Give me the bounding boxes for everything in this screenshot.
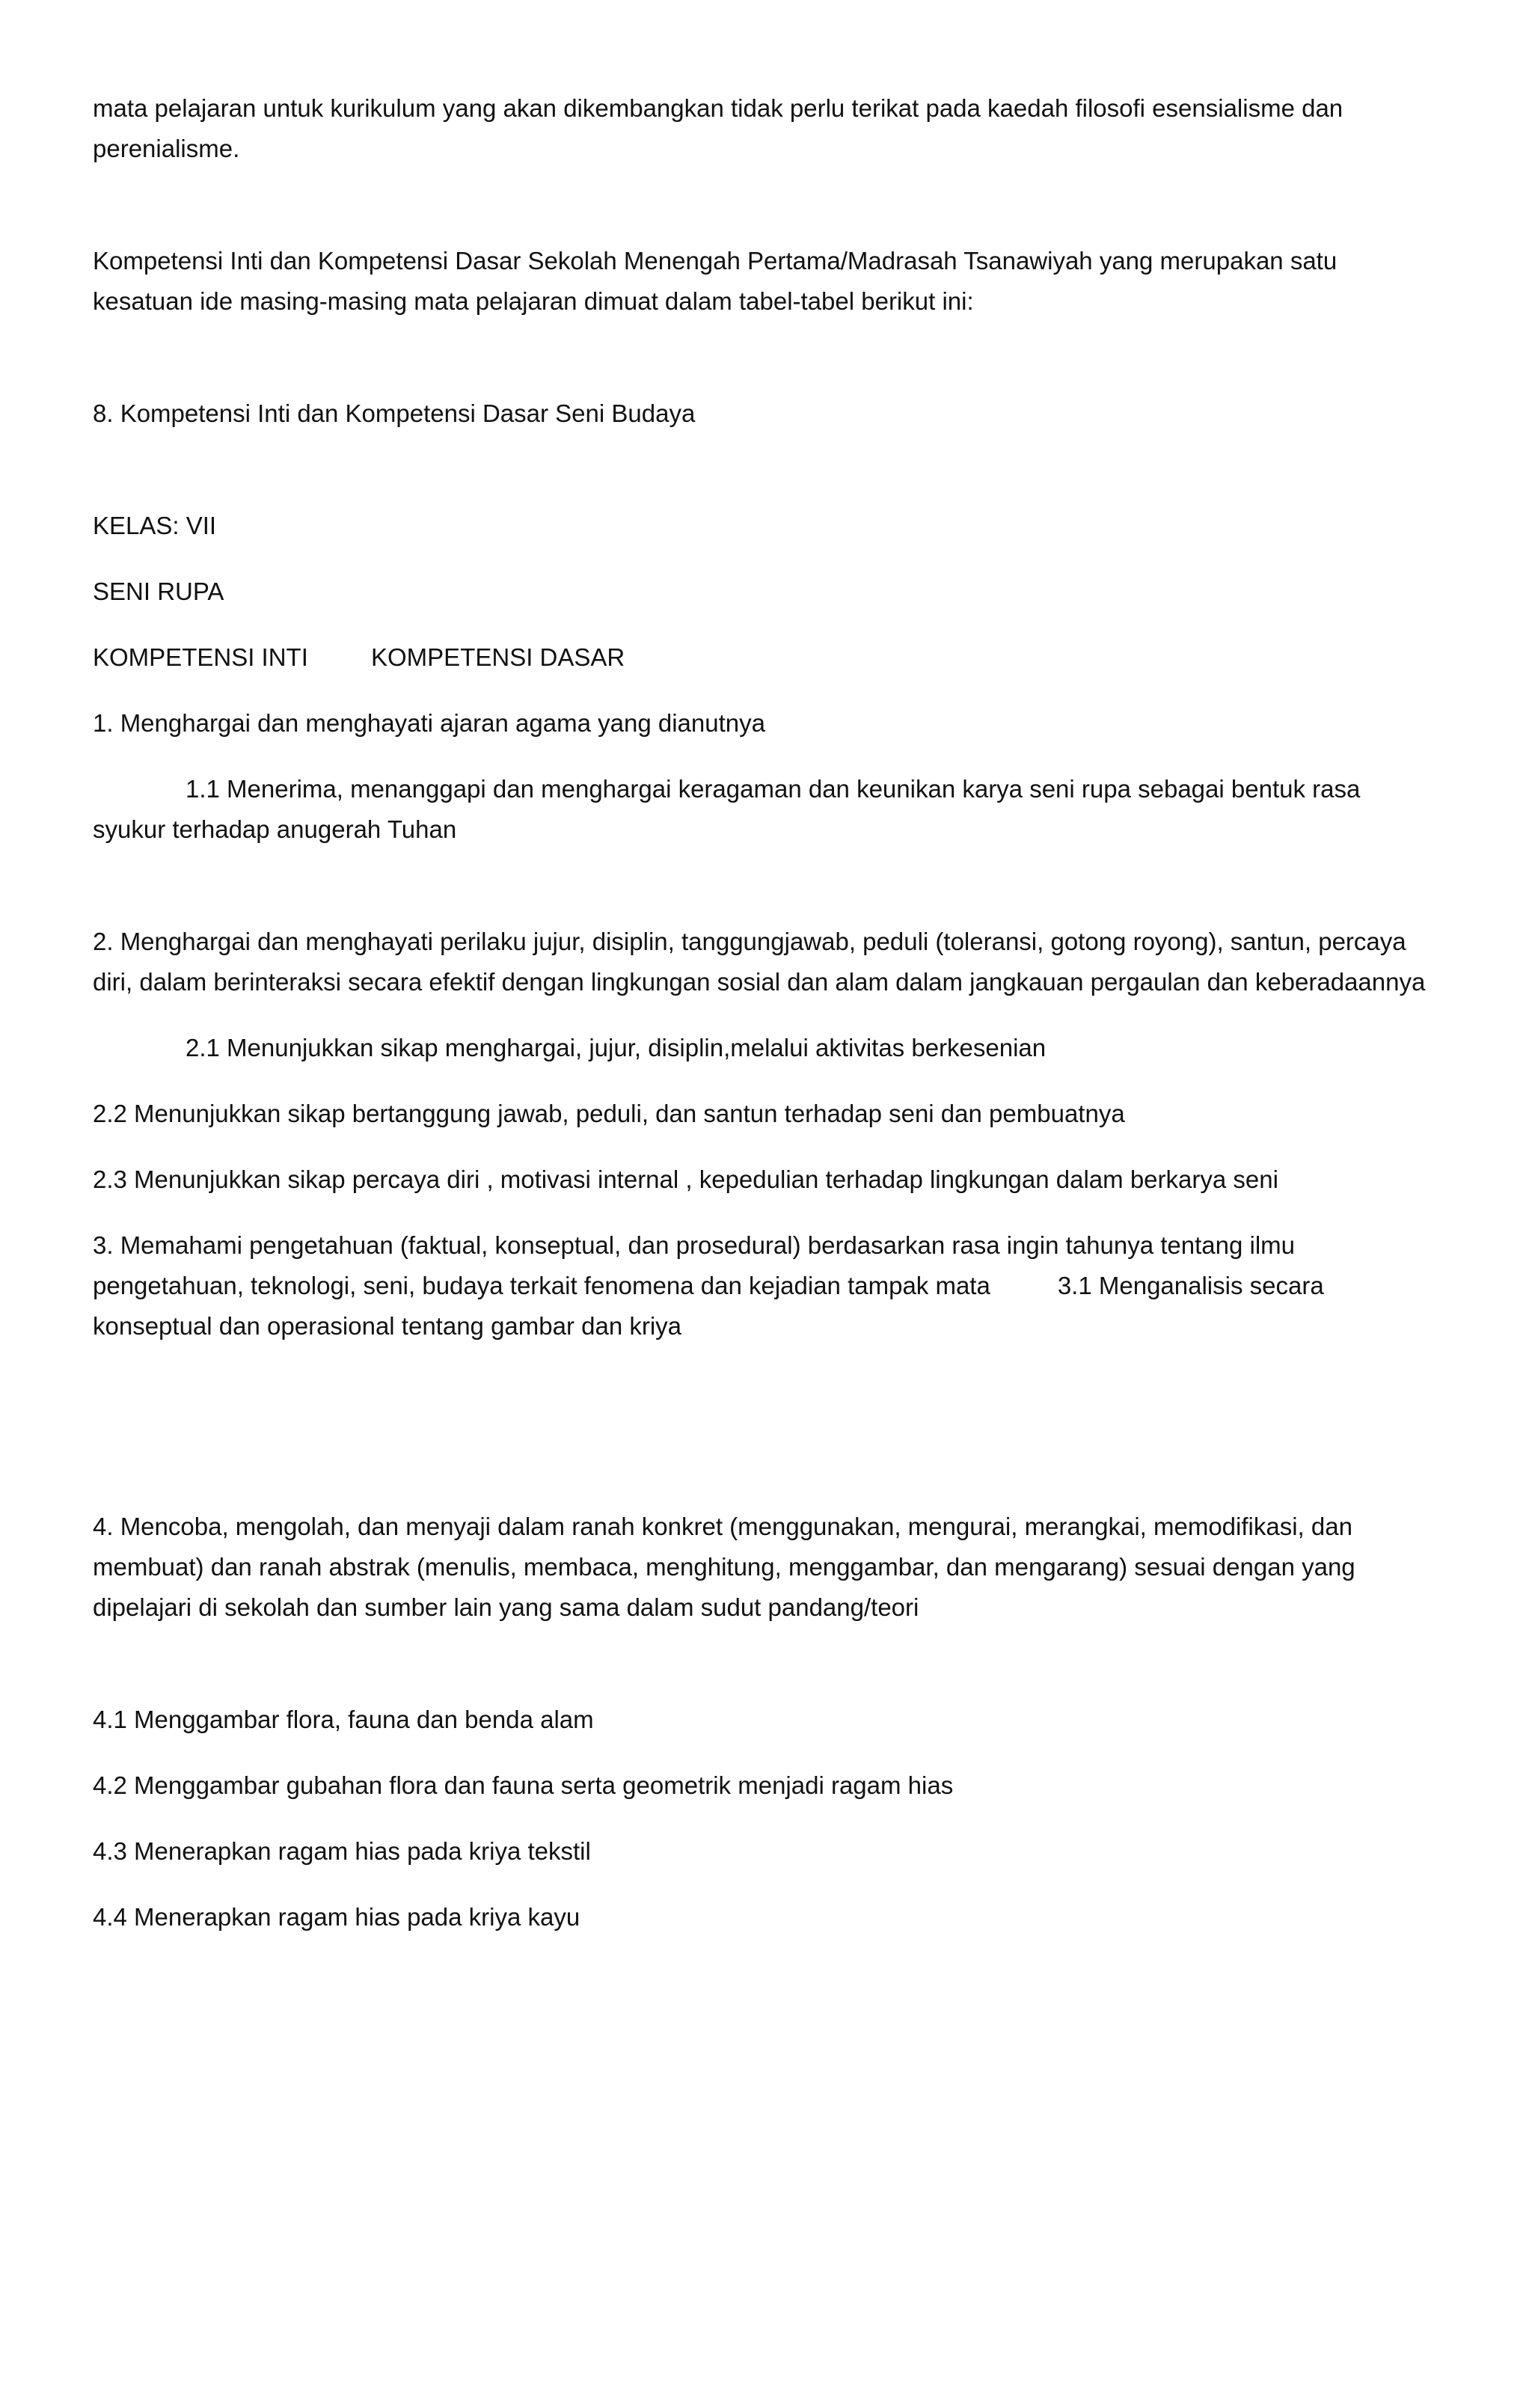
- subject-label: SENI RUPA: [93, 578, 224, 605]
- header-kompetensi-inti: KOMPETENSI INTI: [93, 643, 308, 671]
- kd-2-1: 2.1 Menunjukkan sikap menghargai, jujur, disiplin,melalui aktivitas berkesenian: [186, 1034, 1047, 1061]
- ki-3-row: [93, 1225, 1439, 1347]
- section-title: 8. Kompetensi Inti dan Kompetensi Dasar Seni Budaya: [93, 399, 696, 427]
- kd-4-4: 4.4 Menerapkan ragam hias pada kriya kayu: [93, 1903, 580, 1931]
- kd-4-2: 4.2 Menggambar gubahan flora dan fauna serta geometrik menjadi ragam hias: [93, 1771, 954, 1799]
- ki-4: 4. Mencoba, mengolah, dan menyaji dalam ranah konkret (menggunakan, mengurai, merangkai, memodifikasi, dan membuat) dan ranah abstrak (menulis, membaca, menghitung, menggambar, dan mengarang) sesuai dengan yang dipelajari di sekolah dan sumber lain yang sama dalam sudut pandang/teori: [93, 1513, 1355, 1621]
- kd-1-1: 1.1 Menerima, menanggapi dan menghargai keragaman dan keunikan karya seni rupa sebagai bentuk rasa syukur terhadap anugerah Tuhan: [93, 775, 1361, 843]
- intro-paragraph: mata pelajaran untuk kurikulum yang akan dikembangkan tidak perlu terikat pada kaedah filosofi esensialisme dan perenialisme.: [93, 94, 1343, 162]
- kd-3-1: 3.1 Menganalisis secara konseptual dan operasional tentang gambar dan kriya: [93, 1272, 1324, 1340]
- kd-4-3: 4.3 Menerapkan ragam hias pada kriya tekstil: [93, 1837, 591, 1865]
- kd-2-3: 2.3 Menunjukkan sikap percaya diri , motivasi internal , kepedulian terhadap lingkungan dalam berkarya seni: [93, 1165, 1278, 1193]
- kd-2-2: 2.2 Menunjukkan sikap bertanggung jawab, peduli, dan santun terhadap seni dan pembuatnya: [93, 1100, 1125, 1127]
- ki-2: 2. Menghargai dan menghayati perilaku jujur, disiplin, tanggungjawab, peduli (toleransi, gotong royong), santun, percaya diri, dalam berinteraksi secara efektif dengan lingkungan sosial dan alam dalam jangkauan pergaulan dan keberadaannya: [93, 928, 1426, 996]
- ki-3: 3. Memahami pengetahuan (faktual, konseptual, dan prosedural) berdasarkan rasa ingin tahunya tentang ilmu pengetahuan, teknologi, seni, budaya terkait fenomena dan kejadian tampak mata: [93, 1231, 1296, 1299]
- ki-1: 1. Menghargai dan menghayati ajaran agama yang dianutnya: [93, 709, 765, 737]
- kd-4-1: 4.1 Menggambar flora, fauna dan benda alam: [93, 1706, 594, 1733]
- class-label: KELAS: VII: [93, 512, 217, 539]
- table-header: [93, 637, 1439, 678]
- document-page: [93, 88, 1439, 1963]
- intro-paragraph-2: Kompetensi Inti dan Kompetensi Dasar Sekolah Menengah Pertama/Madrasah Tsanawiyah yang merupakan satu kesatuan ide masing-masing mata pelajaran dimuat dalam tabel-tabel berikut ini:: [93, 247, 1338, 315]
- header-kompetensi-dasar: KOMPETENSI DASAR: [371, 643, 625, 671]
